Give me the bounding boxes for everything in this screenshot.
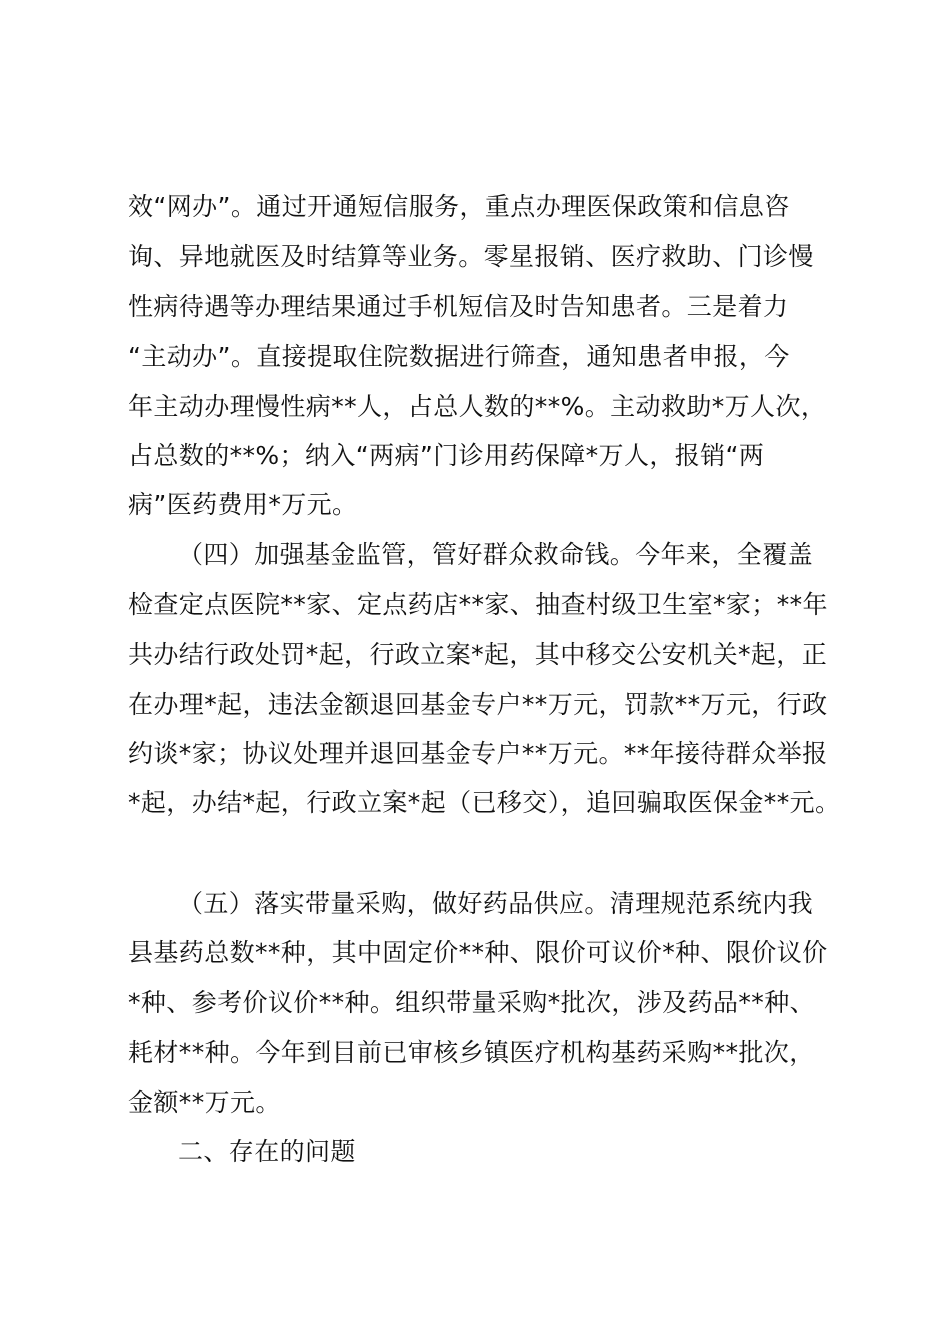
section-heading-problems: 二、存在的问题 [178,1137,356,1166]
text-line: 共办结行政处罚*起，行政立案*起，其中移交公安机关*起，正 [128,640,828,669]
text-line: 金额**万元。 [128,1088,281,1117]
text-line: 检查定点医院**家、定点药店**家、抽查村级卫生室*家；**年 [128,590,828,619]
text-line: 占总数的**%；纳入“两病”门诊用药保障*万人，报销“两 [128,441,765,470]
text-line: 性病待遇等办理结果通过手机短信及时告知患者。三是着力 [128,292,789,321]
text-line: 约谈*家；协议处理并退回基金专户**万元。**年接待群众举报 [128,739,828,768]
text-line: “主动办”。直接提取住院数据进行筛查，通知患者申报，今 [128,342,790,371]
text-line: 在办理*起，违法金额退回基金专户**万元，罚款**万元，行政 [128,690,828,719]
text-line: *种、参考价议价**种。组织带量采购*批次，涉及药品**种、 [128,988,816,1017]
text-line: 年主动办理慢性病**人，占总人数的**%。主动救助*万人次， [128,392,827,421]
text-line: 病”医药费用*万元。 [128,490,358,519]
text-line: 耗材**种。今年到目前已审核乡镇医疗机构基药采购**批次， [128,1038,815,1067]
text-line: *起，办结*起，行政立案*起（已移交），追回骗取医保金**元。 [128,788,841,817]
text-line: 县基药总数**种，其中固定价**种、限价可议价*种、限价议价 [128,938,828,967]
paragraph-heading-five: （五）落实带量采购，做好药品供应。清理规范系统内我 [178,889,814,918]
paragraph-heading-four: （四）加强基金监管，管好群众救命钱。今年来，全覆盖 [178,540,814,569]
text-line: 效“网办”。通过开通短信服务，重点办理医保政策和信息咨 [128,192,790,221]
text-line: 询、异地就医及时结算等业务。零星报销、医疗救助、门诊慢 [128,242,814,271]
